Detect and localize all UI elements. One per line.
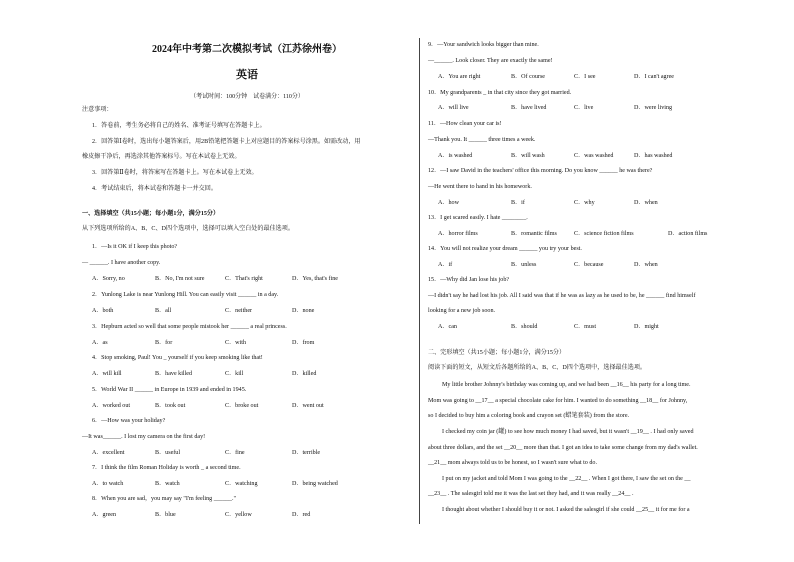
note-1: 1．答卷前，考生务必将自己的姓名、准考证号填写在答题卡上。 xyxy=(92,123,266,129)
option: D．being watched xyxy=(292,481,338,487)
question-stem: 1．—Is it OK if I keep this photo? xyxy=(92,244,178,250)
question-stem: 5．World War II ______ in Europe in 1939 and ended in 1945. xyxy=(92,387,247,393)
passage-line: about three dollars, and the set __20__ more than that. I got an idea to take some change from my dad's wallet. xyxy=(428,445,698,451)
note-2: 2．回答第Ⅰ卷时，选出每小题答案后，用2B铅笔把答题卡上对应题目的答案标号涂黑。如需改动，用 xyxy=(92,139,361,145)
option: B．have killed xyxy=(155,371,193,377)
option: A．worked out xyxy=(92,403,131,409)
option: B．should xyxy=(511,324,538,330)
option: B．useful xyxy=(155,450,181,456)
section2-heading: 二、完形填空（共15小题；每小题1分，满分15分） xyxy=(428,350,566,356)
note-2-cont: 橡皮擦干净后，再选涂其他答案标号。写在本试卷上无效。 xyxy=(82,154,241,160)
question-stem: 7．I think the film Roman Holiday is worth _ a second time. xyxy=(92,465,241,471)
option: D．from xyxy=(292,340,315,346)
question-stem: 4．Stop smoking, Paul! You _ yourself if you keep smoking like that! xyxy=(92,355,263,361)
option: C．fine xyxy=(225,450,245,456)
option: D．when xyxy=(634,262,658,268)
section1-heading: 一、选择填空（共15小题；每小题1分，满分15分） xyxy=(82,211,220,217)
passage-line: I put on my jacket and told Mom I was going to the __22__ . When I got there, I saw the set on the __ xyxy=(442,476,691,482)
question-stem: 12．—I saw David in the teachers' office this morning. Do you know ______ he was there? xyxy=(428,168,653,174)
option: D．killed xyxy=(292,371,317,377)
question-stem: — ______. I have another copy. xyxy=(82,260,161,266)
option: A．can xyxy=(438,324,457,330)
question-stem: 3．Hepburn acted so well that some people mistook her ______ a real princess. xyxy=(92,324,287,330)
option: C．broke out xyxy=(225,403,259,409)
option: A．to watch xyxy=(92,481,124,487)
question-stem: —______. Look closer. They are exactly the same! xyxy=(428,58,553,64)
note-4: 4．考试结束后，将本试卷和答题卡一并交回。 xyxy=(92,186,217,192)
option: C．yellow xyxy=(225,512,252,518)
section2-instructions: 阅读下面的短文，从短文后各题所给的A、B、C、D四个选项中，选择最佳选项。 xyxy=(428,365,647,371)
option: D．none xyxy=(292,308,315,314)
option: C．with xyxy=(225,340,246,346)
option: B．if xyxy=(511,200,525,206)
passage-line: My little brother Johnny's birthday was coming up, and we had been __16__ his party for a long time. xyxy=(442,382,691,388)
exam-meta: （考试时间：100分钟 试卷满分：110分） xyxy=(190,94,304,100)
question-stem: —Thank you. It ______ three times a week. xyxy=(428,137,536,143)
option: D．I can't agree xyxy=(634,74,675,80)
option: C．I see xyxy=(574,74,596,80)
passage-line: I thought about whether I should buy it or not. I asked the salesgirl if she could __25__ it for me for a xyxy=(442,507,690,513)
question-stem: 8．When you are sad，you may say "I'm feeling ______." xyxy=(92,496,236,502)
exam-title: 2024年中考第二次模拟考试（江苏徐州卷） xyxy=(152,44,342,55)
option: C．live xyxy=(574,105,594,111)
option: A．You are right xyxy=(438,74,481,80)
note-3: 3．回答第Ⅱ卷时，将答案写在答题卡上。写在本试卷上无效。 xyxy=(92,170,258,176)
option: A．excellent xyxy=(92,450,125,456)
passage-line: __23__ . The salesgirl told me it was the last set they had, and it was really __24__ . xyxy=(428,491,634,497)
option: A．will live xyxy=(438,105,469,111)
option: D．Yes, that's fine xyxy=(292,276,339,282)
question-stem: 9．—Your sandwich looks bigger than mine. xyxy=(428,42,539,48)
question-stem: looking for a new job soon. xyxy=(428,308,496,314)
option: A．is washed xyxy=(438,153,473,159)
question-stem: 15．—Why did Jan lose his job? xyxy=(428,277,510,283)
option: B．unless xyxy=(511,262,537,268)
option: A．how xyxy=(438,200,459,206)
column-divider xyxy=(419,38,420,524)
passage-line: Mom was going to __17__ a special chocolate cake for him. I wanted to do something __18__ for Johnny, xyxy=(428,398,688,404)
question-stem: —I didn't say he had lost his job. All I said was that if he was as lazy as he used to be, he ______ find himself xyxy=(428,293,696,299)
option: A．will kill xyxy=(92,371,122,377)
option: C．because xyxy=(574,262,604,268)
question-stem: 14．You will not realize your dream ______ you try your best. xyxy=(428,246,582,252)
question-stem: 6．—How was your holiday? xyxy=(92,418,166,424)
option: D．when xyxy=(634,200,658,206)
option: B．took out xyxy=(155,403,186,409)
option: B．blue xyxy=(155,512,176,518)
question-stem: —It was______. I lost my camera on the first day! xyxy=(82,434,206,440)
question-stem: —He went there to hand in his homework. xyxy=(428,184,532,190)
option: B．romantic films xyxy=(511,231,557,237)
option: C．That's right xyxy=(225,276,263,282)
option: C．science fiction films xyxy=(574,231,634,237)
option: B．No, I'm not sure xyxy=(155,276,205,282)
question-stem: 10．My grandparents _ in that city since they got married. xyxy=(428,90,572,96)
option: B．will wash xyxy=(511,153,545,159)
passage-line: I checked my coin jar (罐) to see how much money I had saved, but it wasn't __19__ . I had only saved xyxy=(442,429,694,435)
option: A．both xyxy=(92,308,114,314)
option: B．have lived xyxy=(511,105,547,111)
option: D．were living xyxy=(634,105,673,111)
question-stem: 2．Yunlong Lake is near Yunlong Hill. You can easily visit ______ in a day. xyxy=(92,292,279,298)
option: B．all xyxy=(155,308,172,314)
passage-line: so I decided to buy him a coloring book and crayon set (蜡笔套装) from the store. xyxy=(428,413,630,419)
option: C．must xyxy=(574,324,597,330)
option: D．action films xyxy=(668,231,708,237)
subject-title: 英语 xyxy=(236,69,258,81)
question-stem: 11．—How clean your car is! xyxy=(428,121,502,127)
option: C．kill xyxy=(225,371,244,377)
option: A．horror films xyxy=(438,231,478,237)
option: A．if xyxy=(438,262,453,268)
option: D．has washed xyxy=(634,153,673,159)
option: A．Sorry, no xyxy=(92,276,125,282)
option: C．neither xyxy=(225,308,253,314)
question-stem: 13．I get scared easily. I hate ________. xyxy=(428,215,528,221)
option: A．as xyxy=(92,340,108,346)
option: C．was washed xyxy=(574,153,614,159)
section1-instructions: 从下列选项所给的A、B、C、D四个选项中，选择可以填入空白处的最佳选项。 xyxy=(82,226,294,232)
passage-line: __21__ mom always told us to be honest, so I wasn't sure what to do. xyxy=(428,460,597,466)
option: D．red xyxy=(292,512,311,518)
option: C．why xyxy=(574,200,595,206)
option: C．watching xyxy=(225,481,258,487)
option: D．terrible xyxy=(292,450,321,456)
option: B．Of course xyxy=(511,74,546,80)
option: D．went out xyxy=(292,403,324,409)
option: D．might xyxy=(634,324,659,330)
option: B．watch xyxy=(155,481,180,487)
option: B．for xyxy=(155,340,173,346)
option: A．green xyxy=(92,512,117,518)
notes-heading: 注意事项： xyxy=(82,107,113,113)
